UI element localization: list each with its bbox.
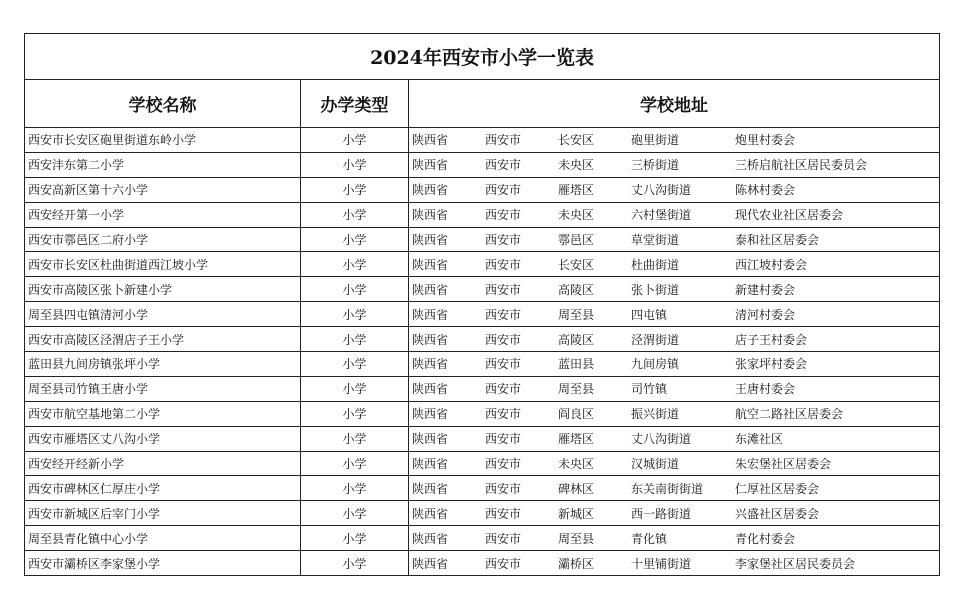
table-title: 2024年西安市小学一览表 [25,34,940,80]
province-text: 陕西省 [412,158,449,173]
street-text: 六村堡街道 [631,208,692,223]
city-text: 西安市 [485,481,522,496]
street-text: 汉城街道 [631,457,680,472]
committee-text: 仁厚社区居委会 [735,481,820,496]
district-text: 鄠邑区 [558,233,595,247]
street-text: 泾渭街道 [631,332,680,347]
school-address-cell [409,152,940,177]
city-text: 西安市 [485,332,522,347]
province-text: 陕西省 [412,307,449,322]
school-type-cell: 小学 [301,177,409,202]
province-text: 陕西省 [412,481,449,496]
address-parts [412,480,939,497]
table-row [25,501,940,526]
school-type-cell: 小学 [301,352,409,377]
school-address-cell [409,227,940,252]
district-text: 阎良区 [558,407,595,422]
street-text: 草堂街道 [631,233,680,247]
school-type-cell: 小学 [301,252,409,277]
province-text: 陕西省 [412,382,449,397]
table-row [25,401,940,426]
school-name-cell: 西安市新城区后宰门小学 [25,501,301,526]
school-address-cell [409,352,940,377]
school-type-cell: 小学 [301,152,409,177]
school-type-cell: 小学 [301,451,409,476]
address-parts [412,505,939,522]
district-text: 长安区 [558,133,595,148]
committee-text: 朱宏堡社区居委会 [735,457,832,472]
school-type-cell: 小学 [301,202,409,227]
street-text: 东关南街街道 [631,481,704,496]
school-name-cell: 西安经开经新小学 [25,451,301,476]
province-text: 陕西省 [412,432,449,447]
committee-text: 新建村委会 [735,282,796,297]
table-row [25,152,940,177]
city-text: 西安市 [485,556,522,571]
school-name-cell: 蓝田县九间房镇张坪小学 [25,352,301,377]
committee-text: 青化村委会 [735,531,796,546]
school-name-cell: 西安市长安区砲里街道东岭小学 [25,128,301,153]
address-parts [412,256,939,273]
committee-text: 清河村委会 [735,307,796,322]
school-type-cell: 小学 [301,376,409,401]
school-name-cell: 西安市鄠邑区二府小学 [25,227,301,252]
table-row [25,227,940,252]
district-text: 未央区 [558,208,595,223]
committee-text: 东滩社区 [735,432,784,447]
school-address-cell [409,551,940,576]
street-text: 砲里街道 [631,133,680,148]
school-name-cell: 周至县青化镇中心小学 [25,526,301,551]
committee-text: 张家坪村委会 [735,357,808,372]
street-text: 杜曲街道 [631,257,680,272]
school-address-cell [409,476,940,501]
address-parts [412,455,939,472]
address-parts [412,206,939,223]
school-address-cell [409,252,940,277]
header-school-name: 学校名称 [25,80,301,128]
committee-text: 李家堡社区居民委员会 [735,556,856,571]
school-name-cell: 西安沣东第二小学 [25,152,301,177]
school-type-cell: 小学 [301,327,409,352]
city-text: 西安市 [485,506,522,521]
province-text: 陕西省 [412,531,449,546]
table-row [25,376,940,401]
school-name-cell: 西安市灞桥区李家堡小学 [25,551,301,576]
city-text: 西安市 [485,382,522,397]
district-text: 新城区 [558,506,595,521]
header-school-address: 学校地址 [409,80,940,128]
school-name-cell: 西安市碑林区仁厚庄小学 [25,476,301,501]
address-parts [412,555,939,572]
table-row [25,352,940,377]
school-name-cell: 西安高新区第十六小学 [25,177,301,202]
table-row [25,277,940,302]
district-text: 雁塔区 [558,432,595,447]
street-text: 四屯镇 [631,307,668,322]
table-row [25,128,940,153]
committee-text: 店子王村委会 [735,332,808,347]
province-text: 陕西省 [412,282,449,297]
city-text: 西安市 [485,158,522,173]
header-row [25,80,940,128]
province-text: 陕西省 [412,257,449,272]
school-type-cell: 小学 [301,551,409,576]
address-parts [412,405,939,422]
district-text: 碑林区 [558,481,595,496]
committee-text: 炮里村委会 [735,133,796,148]
district-text: 长安区 [558,257,595,272]
committee-text: 王唐村委会 [735,382,796,397]
school-address-cell [409,501,940,526]
table-row [25,252,940,277]
address-parts [412,306,939,323]
street-text: 十里铺街道 [631,556,692,571]
street-text: 九间房镇 [631,357,680,372]
table-row [25,302,940,327]
province-text: 陕西省 [412,457,449,472]
address-parts [412,355,939,372]
table-row [25,426,940,451]
city-text: 西安市 [485,233,522,247]
city-text: 西安市 [485,407,522,422]
district-text: 周至县 [558,531,595,546]
school-name-cell: 西安市高陵区泾渭店子王小学 [25,327,301,352]
school-address-cell [409,302,940,327]
school-address-cell [409,426,940,451]
title-row [25,34,940,80]
district-text: 未央区 [558,457,595,472]
table-row [25,526,940,551]
committee-text: 泰和社区居委会 [735,233,820,247]
city-text: 西安市 [485,307,522,322]
school-type-cell: 小学 [301,128,409,153]
school-type-cell: 小学 [301,501,409,526]
table-row [25,451,940,476]
address-parts [412,380,939,397]
province-text: 陕西省 [412,357,449,372]
school-name-cell: 西安市航空基地第二小学 [25,401,301,426]
district-text: 灞桥区 [558,556,595,571]
city-text: 西安市 [485,432,522,447]
school-list-sheet [24,33,939,576]
district-text: 周至县 [558,382,595,397]
school-type-cell: 小学 [301,227,409,252]
address-parts [412,156,939,173]
school-name-cell: 西安市长安区杜曲街道西江坡小学 [25,252,301,277]
city-text: 西安市 [485,282,522,297]
committee-text: 航空二路社区居委会 [735,407,844,422]
province-text: 陕西省 [412,556,449,571]
street-text: 振兴街道 [631,407,680,422]
street-text: 青化镇 [631,531,668,546]
city-text: 西安市 [485,457,522,472]
school-address-cell [409,177,940,202]
city-text: 西安市 [485,208,522,223]
city-text: 西安市 [485,357,522,372]
table-row [25,551,940,576]
city-text: 西安市 [485,531,522,546]
school-name-cell: 西安市雁塔区丈八沟小学 [25,426,301,451]
table-row [25,327,940,352]
school-table [24,33,940,576]
school-type-cell: 小学 [301,426,409,451]
committee-text: 兴盛社区居委会 [735,506,820,521]
school-name-cell: 周至县四屯镇清河小学 [25,302,301,327]
province-text: 陕西省 [412,133,449,148]
province-text: 陕西省 [412,183,449,198]
committee-text: 三桥启航社区居民委员会 [735,158,868,173]
district-text: 高陵区 [558,332,595,347]
school-type-cell: 小学 [301,526,409,551]
province-text: 陕西省 [412,506,449,521]
province-text: 陕西省 [412,332,449,347]
address-parts [412,430,939,447]
school-address-cell [409,202,940,227]
province-text: 陕西省 [412,233,449,247]
school-type-cell: 小学 [301,401,409,426]
address-parts [412,131,939,148]
table-row [25,202,940,227]
district-text: 雁塔区 [558,183,595,198]
committee-text: 西江坡村委会 [735,257,808,272]
school-type-cell: 小学 [301,476,409,501]
table-row [25,177,940,202]
city-text: 西安市 [485,257,522,272]
school-name-cell: 周至县司竹镇王唐小学 [25,376,301,401]
school-address-cell [409,401,940,426]
table-row [25,476,940,501]
street-text: 丈八沟街道 [631,432,692,447]
address-parts [412,181,939,198]
school-name-cell: 西安市高陵区张卜新建小学 [25,277,301,302]
header-school-type: 办学类型 [301,80,409,128]
city-text: 西安市 [485,183,522,198]
street-text: 张卜街道 [631,282,680,297]
school-address-cell [409,128,940,153]
district-text: 高陵区 [558,282,595,297]
committee-text: 陈林村委会 [735,183,796,198]
school-address-cell [409,327,940,352]
school-address-cell [409,451,940,476]
school-name-cell: 西安经开第一小学 [25,202,301,227]
street-text: 丈八沟街道 [631,183,692,198]
committee-text: 现代农业社区居委会 [735,208,844,223]
school-address-cell [409,376,940,401]
city-text: 西安市 [485,133,522,148]
province-text: 陕西省 [412,208,449,223]
province-text: 陕西省 [412,407,449,422]
district-text: 蓝田县 [558,357,595,372]
address-parts [412,281,939,298]
district-text: 周至县 [558,307,595,322]
school-address-cell [409,526,940,551]
street-text: 司竹镇 [631,382,668,397]
street-text: 西一路街道 [631,506,692,521]
street-text: 三桥街道 [631,158,680,173]
address-parts [412,331,939,348]
address-parts [412,231,939,248]
school-address-cell [409,277,940,302]
school-type-cell: 小学 [301,277,409,302]
school-type-cell: 小学 [301,302,409,327]
address-parts [412,530,939,547]
district-text: 未央区 [558,158,595,173]
